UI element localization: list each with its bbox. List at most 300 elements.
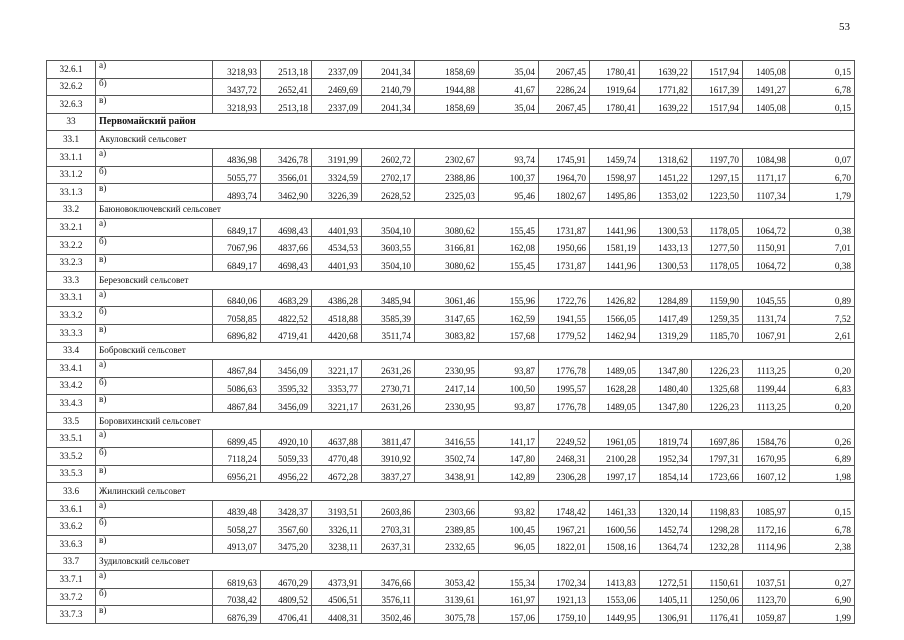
row-value: 1325,68 bbox=[692, 377, 743, 395]
row-value: 0,15 bbox=[790, 96, 855, 114]
page-number: 53 bbox=[839, 21, 850, 33]
row-value: 5059,33 bbox=[261, 448, 312, 466]
tariff-table bbox=[46, 60, 855, 624]
row-value: 1639,22 bbox=[640, 96, 692, 114]
row-value: 1722,76 bbox=[539, 289, 590, 307]
row-value: 1226,23 bbox=[692, 395, 743, 413]
row-value: 1272,51 bbox=[640, 571, 692, 589]
row-value: 162,08 bbox=[479, 236, 539, 254]
row-value: 2302,67 bbox=[415, 148, 479, 166]
row-value: 3511,74 bbox=[362, 324, 415, 342]
row-value: 1961,05 bbox=[590, 430, 640, 448]
row-code: 33.4.3 bbox=[47, 395, 96, 413]
row-variant: б) bbox=[96, 518, 213, 536]
row-value: 3438,91 bbox=[415, 465, 479, 483]
row-value: 3428,37 bbox=[261, 500, 312, 518]
row-value: 1064,72 bbox=[743, 219, 790, 237]
row-value: 2041,34 bbox=[362, 61, 415, 79]
row-value: 161,97 bbox=[479, 588, 539, 606]
row-value: 1176,41 bbox=[692, 606, 743, 624]
row-value: 1670,95 bbox=[743, 448, 790, 466]
section-header-row bbox=[47, 412, 855, 430]
row-value: 4698,43 bbox=[261, 254, 312, 272]
section-header-row bbox=[47, 201, 855, 219]
row-value: 4839,48 bbox=[213, 500, 261, 518]
row-value: 3910,92 bbox=[362, 448, 415, 466]
row-value: 1997,17 bbox=[590, 465, 640, 483]
row-value: 6,78 bbox=[790, 78, 855, 96]
row-value: 4867,84 bbox=[213, 360, 261, 378]
row-value: 100,45 bbox=[479, 518, 539, 536]
row-value: 1306,91 bbox=[640, 606, 692, 624]
row-value: 1921,13 bbox=[539, 588, 590, 606]
row-value: 2730,71 bbox=[362, 377, 415, 395]
row-value: 1600,56 bbox=[590, 518, 640, 536]
row-value: 1639,22 bbox=[640, 61, 692, 79]
row-value: 1441,96 bbox=[590, 219, 640, 237]
row-value: 1952,34 bbox=[640, 448, 692, 466]
table-row bbox=[47, 254, 855, 272]
row-value: 1723,66 bbox=[692, 465, 743, 483]
row-code: 33.1.1 bbox=[47, 148, 96, 166]
row-value: 1508,16 bbox=[590, 536, 640, 554]
row-value: 0,15 bbox=[790, 500, 855, 518]
row-value: 2286,24 bbox=[539, 78, 590, 96]
row-code: 32.6.2 bbox=[47, 78, 96, 96]
table-row bbox=[47, 289, 855, 307]
row-value: 5055,77 bbox=[213, 166, 261, 184]
row-value: 0,26 bbox=[790, 430, 855, 448]
row-value: 2469,69 bbox=[312, 78, 362, 96]
row-value: 1822,01 bbox=[539, 536, 590, 554]
row-value: 1364,74 bbox=[640, 536, 692, 554]
row-value: 1300,53 bbox=[640, 254, 692, 272]
row-value: 3456,09 bbox=[261, 360, 312, 378]
row-value: 3226,39 bbox=[312, 184, 362, 202]
row-value: 4770,48 bbox=[312, 448, 362, 466]
table-row bbox=[47, 465, 855, 483]
row-value: 6956,21 bbox=[213, 465, 261, 483]
row-value: 7067,96 bbox=[213, 236, 261, 254]
row-value: 6849,17 bbox=[213, 254, 261, 272]
table-row bbox=[47, 430, 855, 448]
table-row bbox=[47, 395, 855, 413]
row-value: 1178,05 bbox=[692, 219, 743, 237]
row-value: 1449,95 bbox=[590, 606, 640, 624]
row-value: 1964,70 bbox=[539, 166, 590, 184]
row-value: 6899,45 bbox=[213, 430, 261, 448]
row-value: 6,90 bbox=[790, 588, 855, 606]
row-value: 1452,74 bbox=[640, 518, 692, 536]
section-title: Бобровский сельсовет bbox=[96, 342, 855, 360]
row-value: 3475,20 bbox=[261, 536, 312, 554]
row-value: 1,79 bbox=[790, 184, 855, 202]
row-value: 1232,28 bbox=[692, 536, 743, 554]
row-value: 3075,78 bbox=[415, 606, 479, 624]
row-code: 32.6.3 bbox=[47, 96, 96, 114]
row-value: 4683,29 bbox=[261, 289, 312, 307]
row-value: 3462,90 bbox=[261, 184, 312, 202]
row-value: 1489,05 bbox=[590, 360, 640, 378]
row-code: 32.6.1 bbox=[47, 61, 96, 79]
row-code: 33.2.3 bbox=[47, 254, 96, 272]
row-value: 2330,95 bbox=[415, 360, 479, 378]
row-value: 1259,35 bbox=[692, 307, 743, 325]
row-code: 33.7.2 bbox=[47, 588, 96, 606]
row-code: 33.6.2 bbox=[47, 518, 96, 536]
row-value: 6849,17 bbox=[213, 219, 261, 237]
row-value: 3456,09 bbox=[261, 395, 312, 413]
table-row bbox=[47, 360, 855, 378]
row-code: 33.1.3 bbox=[47, 184, 96, 202]
row-value: 2067,45 bbox=[539, 61, 590, 79]
row-value: 3218,93 bbox=[213, 61, 261, 79]
row-value: 6,70 bbox=[790, 166, 855, 184]
row-value: 1413,83 bbox=[590, 571, 640, 589]
row-value: 2631,26 bbox=[362, 395, 415, 413]
row-value: 3061,46 bbox=[415, 289, 479, 307]
row-value: 2602,72 bbox=[362, 148, 415, 166]
row-value: 3053,42 bbox=[415, 571, 479, 589]
row-value: 1566,05 bbox=[590, 307, 640, 325]
row-code: 33.2.1 bbox=[47, 219, 96, 237]
row-value: 1967,21 bbox=[539, 518, 590, 536]
row-variant: а) bbox=[96, 289, 213, 307]
row-value: 2041,34 bbox=[362, 96, 415, 114]
row-value: 1,99 bbox=[790, 606, 855, 624]
row-value: 2249,52 bbox=[539, 430, 590, 448]
row-value: 4920,10 bbox=[261, 430, 312, 448]
row-value: 2652,41 bbox=[261, 78, 312, 96]
row-value: 0,20 bbox=[790, 395, 855, 413]
row-value: 3416,55 bbox=[415, 430, 479, 448]
row-value: 1745,91 bbox=[539, 148, 590, 166]
row-value: 3326,11 bbox=[312, 518, 362, 536]
row-value: 1607,12 bbox=[743, 465, 790, 483]
table-row bbox=[47, 500, 855, 518]
table-row bbox=[47, 571, 855, 589]
row-code: 33.3.3 bbox=[47, 324, 96, 342]
row-value: 1617,39 bbox=[692, 78, 743, 96]
row-variant: в) bbox=[96, 465, 213, 483]
row-code: 33.1.2 bbox=[47, 166, 96, 184]
row-variant: б) bbox=[96, 307, 213, 325]
row-value: 2303,66 bbox=[415, 500, 479, 518]
row-value: 2306,28 bbox=[539, 465, 590, 483]
row-value: 2703,31 bbox=[362, 518, 415, 536]
row-value: 3083,82 bbox=[415, 324, 479, 342]
row-code: 33.3.2 bbox=[47, 307, 96, 325]
table-row bbox=[47, 236, 855, 254]
row-value: 4822,52 bbox=[261, 307, 312, 325]
row-value: 4401,93 bbox=[312, 254, 362, 272]
row-value: 3485,94 bbox=[362, 289, 415, 307]
row-value: 3426,78 bbox=[261, 148, 312, 166]
row-value: 3221,17 bbox=[312, 360, 362, 378]
row-value: 155,45 bbox=[479, 254, 539, 272]
row-value: 6,78 bbox=[790, 518, 855, 536]
row-value: 147,80 bbox=[479, 448, 539, 466]
row-variant: б) bbox=[96, 166, 213, 184]
row-value: 1300,53 bbox=[640, 219, 692, 237]
row-value: 7118,24 bbox=[213, 448, 261, 466]
row-value: 2332,65 bbox=[415, 536, 479, 554]
row-value: 7,52 bbox=[790, 307, 855, 325]
row-value: 3191,99 bbox=[312, 148, 362, 166]
row-value: 6840,06 bbox=[213, 289, 261, 307]
section-title: Баюновоключевский сельсовет bbox=[96, 201, 855, 219]
row-value: 1405,08 bbox=[743, 61, 790, 79]
row-value: 6819,63 bbox=[213, 571, 261, 589]
row-value: 4698,43 bbox=[261, 219, 312, 237]
row-value: 7058,85 bbox=[213, 307, 261, 325]
section-code: 33.7 bbox=[47, 553, 96, 571]
section-code: 33.6 bbox=[47, 483, 96, 501]
row-value: 93,82 bbox=[479, 500, 539, 518]
row-value: 3585,39 bbox=[362, 307, 415, 325]
section-title: Акуловский сельсовет bbox=[96, 131, 855, 149]
row-variant: в) bbox=[96, 324, 213, 342]
row-variant: а) bbox=[96, 360, 213, 378]
row-value: 155,96 bbox=[479, 289, 539, 307]
row-variant: б) bbox=[96, 588, 213, 606]
row-value: 93,87 bbox=[479, 395, 539, 413]
row-value: 1059,87 bbox=[743, 606, 790, 624]
row-value: 2603,86 bbox=[362, 500, 415, 518]
section-code: 33 bbox=[47, 113, 96, 131]
row-value: 0,15 bbox=[790, 61, 855, 79]
row-value: 162,59 bbox=[479, 307, 539, 325]
row-value: 3595,32 bbox=[261, 377, 312, 395]
row-value: 5058,27 bbox=[213, 518, 261, 536]
district-header-row bbox=[47, 113, 855, 131]
section-code: 33.1 bbox=[47, 131, 96, 149]
row-value: 2389,85 bbox=[415, 518, 479, 536]
row-value: 1584,76 bbox=[743, 430, 790, 448]
row-value: 1197,70 bbox=[692, 148, 743, 166]
table-row bbox=[47, 219, 855, 237]
row-value: 1277,50 bbox=[692, 236, 743, 254]
row-value: 1461,33 bbox=[590, 500, 640, 518]
section-header-row bbox=[47, 483, 855, 501]
row-value: 157,06 bbox=[479, 606, 539, 624]
row-value: 1995,57 bbox=[539, 377, 590, 395]
row-value: 3504,10 bbox=[362, 219, 415, 237]
row-value: 0,38 bbox=[790, 254, 855, 272]
row-variant: б) bbox=[96, 377, 213, 395]
section-code: 33.2 bbox=[47, 201, 96, 219]
row-value: 4373,91 bbox=[312, 571, 362, 589]
row-value: 1353,02 bbox=[640, 184, 692, 202]
section-code: 33.5 bbox=[47, 412, 96, 430]
row-value: 1491,27 bbox=[743, 78, 790, 96]
table-row bbox=[47, 96, 855, 114]
row-value: 2631,26 bbox=[362, 360, 415, 378]
row-value: 1113,25 bbox=[743, 360, 790, 378]
row-value: 2100,28 bbox=[590, 448, 640, 466]
row-value: 2337,09 bbox=[312, 96, 362, 114]
row-value: 1776,78 bbox=[539, 360, 590, 378]
row-value: 4670,29 bbox=[261, 571, 312, 589]
row-value: 6,89 bbox=[790, 448, 855, 466]
section-title: Березовский сельсовет bbox=[96, 272, 855, 290]
row-value: 7038,42 bbox=[213, 588, 261, 606]
row-value: 3437,72 bbox=[213, 78, 261, 96]
row-value: 93,74 bbox=[479, 148, 539, 166]
row-value: 1797,31 bbox=[692, 448, 743, 466]
row-value: 4637,88 bbox=[312, 430, 362, 448]
row-value: 41,67 bbox=[479, 78, 539, 96]
row-value: 4836,98 bbox=[213, 148, 261, 166]
table-body bbox=[47, 61, 855, 624]
row-value: 155,34 bbox=[479, 571, 539, 589]
row-value: 1084,98 bbox=[743, 148, 790, 166]
row-value: 3837,27 bbox=[362, 465, 415, 483]
row-value: 93,87 bbox=[479, 360, 539, 378]
row-value: 4706,41 bbox=[261, 606, 312, 624]
section-header-row bbox=[47, 342, 855, 360]
row-value: 1459,74 bbox=[590, 148, 640, 166]
row-code: 33.4.2 bbox=[47, 377, 96, 395]
row-value: 4809,52 bbox=[261, 588, 312, 606]
row-value: 2140,79 bbox=[362, 78, 415, 96]
row-value: 2628,52 bbox=[362, 184, 415, 202]
row-value: 3193,51 bbox=[312, 500, 362, 518]
row-value: 3238,11 bbox=[312, 536, 362, 554]
row-value: 1517,94 bbox=[692, 61, 743, 79]
row-value: 0,20 bbox=[790, 360, 855, 378]
row-variant: в) bbox=[96, 96, 213, 114]
row-value: 1581,19 bbox=[590, 236, 640, 254]
row-value: 1226,23 bbox=[692, 360, 743, 378]
row-code: 33.5.3 bbox=[47, 465, 96, 483]
row-value: 100,37 bbox=[479, 166, 539, 184]
row-value: 1950,66 bbox=[539, 236, 590, 254]
row-value: 4913,07 bbox=[213, 536, 261, 554]
row-variant: б) bbox=[96, 236, 213, 254]
row-code: 33.7.3 bbox=[47, 606, 96, 624]
row-value: 2513,18 bbox=[261, 96, 312, 114]
row-value: 3603,55 bbox=[362, 236, 415, 254]
row-value: 1489,05 bbox=[590, 395, 640, 413]
row-value: 1697,86 bbox=[692, 430, 743, 448]
row-value: 2337,09 bbox=[312, 61, 362, 79]
section-header-row bbox=[47, 131, 855, 149]
row-value: 4893,74 bbox=[213, 184, 261, 202]
row-value: 3504,10 bbox=[362, 254, 415, 272]
row-variant: в) bbox=[96, 606, 213, 624]
row-value: 1250,06 bbox=[692, 588, 743, 606]
row-value: 3139,61 bbox=[415, 588, 479, 606]
row-value: 1702,34 bbox=[539, 571, 590, 589]
row-value: 1776,78 bbox=[539, 395, 590, 413]
row-code: 33.3.1 bbox=[47, 289, 96, 307]
row-value: 4837,66 bbox=[261, 236, 312, 254]
row-value: 2388,86 bbox=[415, 166, 479, 184]
row-value: 1405,08 bbox=[743, 96, 790, 114]
row-value: 35,04 bbox=[479, 96, 539, 114]
row-value: 7,01 bbox=[790, 236, 855, 254]
row-value: 1854,14 bbox=[640, 465, 692, 483]
row-value: 1123,70 bbox=[743, 588, 790, 606]
row-value: 3324,59 bbox=[312, 166, 362, 184]
row-value: 1441,96 bbox=[590, 254, 640, 272]
district-title: Первомайский район bbox=[96, 113, 855, 131]
row-value: 1426,82 bbox=[590, 289, 640, 307]
row-value: 1159,90 bbox=[692, 289, 743, 307]
table-row bbox=[47, 606, 855, 624]
row-value: 0,38 bbox=[790, 219, 855, 237]
row-value: 1171,17 bbox=[743, 166, 790, 184]
row-variant: б) bbox=[96, 448, 213, 466]
row-value: 1451,22 bbox=[640, 166, 692, 184]
row-value: 2,61 bbox=[790, 324, 855, 342]
row-value: 1223,50 bbox=[692, 184, 743, 202]
row-value: 1150,61 bbox=[692, 571, 743, 589]
row-variant: а) bbox=[96, 148, 213, 166]
row-value: 1480,40 bbox=[640, 377, 692, 395]
section-title: Жилинский сельсовет bbox=[96, 483, 855, 501]
row-value: 1919,64 bbox=[590, 78, 640, 96]
row-value: 0,27 bbox=[790, 571, 855, 589]
row-value: 1347,80 bbox=[640, 360, 692, 378]
row-code: 33.6.3 bbox=[47, 536, 96, 554]
row-value: 1858,69 bbox=[415, 61, 479, 79]
row-value: 2468,31 bbox=[539, 448, 590, 466]
table-row bbox=[47, 184, 855, 202]
row-variant: а) bbox=[96, 430, 213, 448]
row-code: 33.2.2 bbox=[47, 236, 96, 254]
row-value: 1462,94 bbox=[590, 324, 640, 342]
row-value: 5086,63 bbox=[213, 377, 261, 395]
row-value: 1433,13 bbox=[640, 236, 692, 254]
row-variant: а) bbox=[96, 500, 213, 518]
row-variant: в) bbox=[96, 395, 213, 413]
section-title: Зудиловский сельсовет bbox=[96, 553, 855, 571]
row-value: 142,89 bbox=[479, 465, 539, 483]
row-value: 6896,82 bbox=[213, 324, 261, 342]
row-value: 1759,10 bbox=[539, 606, 590, 624]
row-value: 1150,91 bbox=[743, 236, 790, 254]
row-value: 1731,87 bbox=[539, 254, 590, 272]
row-value: 1819,74 bbox=[640, 430, 692, 448]
row-value: 1198,83 bbox=[692, 500, 743, 518]
row-value: 4867,84 bbox=[213, 395, 261, 413]
row-value: 4386,28 bbox=[312, 289, 362, 307]
row-value: 2325,03 bbox=[415, 184, 479, 202]
row-variant: а) bbox=[96, 61, 213, 79]
row-value: 1284,89 bbox=[640, 289, 692, 307]
row-value: 1199,44 bbox=[743, 377, 790, 395]
row-value: 3080,62 bbox=[415, 254, 479, 272]
table-row bbox=[47, 307, 855, 325]
table-row bbox=[47, 78, 855, 96]
table-row bbox=[47, 166, 855, 184]
row-value: 1178,05 bbox=[692, 254, 743, 272]
row-value: 1064,72 bbox=[743, 254, 790, 272]
row-value: 1941,55 bbox=[539, 307, 590, 325]
row-value: 6876,39 bbox=[213, 606, 261, 624]
row-value: 1780,41 bbox=[590, 61, 640, 79]
row-value: 3166,81 bbox=[415, 236, 479, 254]
table-row bbox=[47, 61, 855, 79]
row-value: 1731,87 bbox=[539, 219, 590, 237]
row-value: 1185,70 bbox=[692, 324, 743, 342]
row-value: 1113,25 bbox=[743, 395, 790, 413]
row-value: 1172,16 bbox=[743, 518, 790, 536]
table-row bbox=[47, 536, 855, 554]
row-value: 3502,74 bbox=[415, 448, 479, 466]
